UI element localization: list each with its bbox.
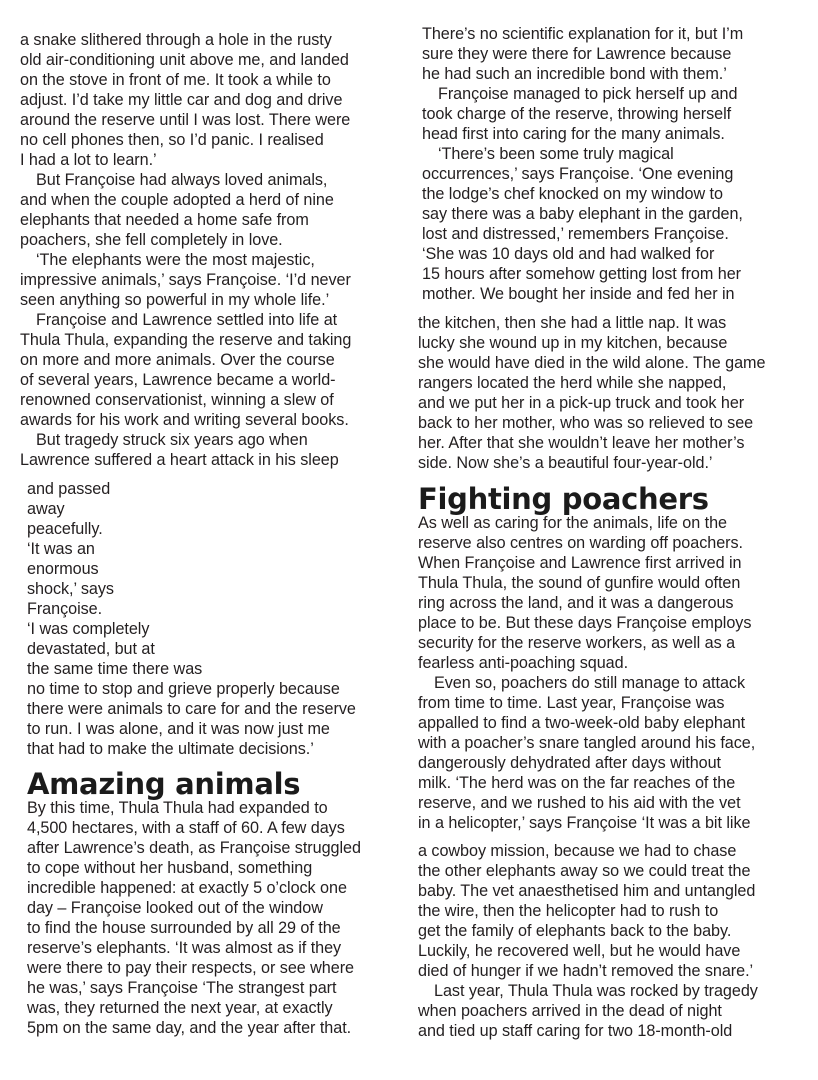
text-line: impressive animals,’ says Françoise. ‘I’d never (20, 271, 351, 289)
text-line: 4,500 hectares, with a staff of 60. A few days (27, 819, 345, 837)
text-line: old air-conditioning unit above me, and landed (20, 51, 349, 69)
text-line: reserve’s elephants. ‘It was almost as if they (27, 939, 342, 957)
text-line: and passed (27, 480, 111, 498)
text-line: seen anything so powerful in my whole life.’ (20, 291, 330, 309)
text-line: ring across the land, and it was a dangerous (418, 594, 734, 612)
text-line: mother. We bought her inside and fed her in (422, 285, 735, 303)
text-line: say there was a baby elephant in the garden, (422, 205, 743, 223)
text-line: to cope without her husband, something (27, 859, 313, 877)
text-line: when poachers arrived in the dead of night (418, 1002, 722, 1020)
text-line: ‘There’s been some truly magical (438, 145, 674, 163)
text-line: occurrences,’ says Françoise. ‘One evening (422, 165, 734, 183)
text-line: adjust. I’d take my little car and dog and drive (20, 91, 343, 109)
section-heading-amazing-animals: Amazing animals (27, 767, 301, 801)
left-text-block-2 (27, 479, 356, 759)
text-line: from time to time. Last year, Françoise was (418, 694, 725, 712)
text-line: 15 hours after somehow getting lost from her (422, 265, 742, 283)
text-line: side. Now she’s a beautiful four-year-old.’ (418, 454, 713, 472)
right-text-block-4 (418, 841, 758, 1041)
text-line: ‘It was an (27, 540, 95, 558)
text-line: lost and distressed,’ remembers Françoise. (422, 225, 729, 243)
text-line: a snake slithered through a hole in the rusty (20, 31, 332, 49)
text-line: around the reserve until I was lost. There were (20, 111, 351, 129)
text-line: no cell phones then, so I’d panic. I realised (20, 131, 324, 149)
text-line: But Françoise had always loved animals, (36, 171, 328, 189)
text-line: head first into caring for the many animals. (422, 125, 725, 143)
text-line: with a poacher’s snare tangled around his face, (418, 734, 756, 752)
text-line: dangerously dehydrated after days without (418, 754, 722, 772)
text-line: Thula Thula, the sound of gunfire would often (418, 574, 741, 592)
text-line: away (27, 500, 65, 518)
text-line: By this time, Thula Thula had expanded to (27, 799, 328, 817)
text-line: But tragedy struck six years ago when (36, 431, 308, 449)
text-line: died of hunger if we hadn’t removed the snare.’ (418, 962, 754, 980)
text-line: on the stove in front of me. It took a while to (20, 71, 331, 89)
text-line: get the family of elephants back to the baby. (418, 922, 732, 940)
text-line: he was,’ says Françoise ‘The strangest part (27, 979, 337, 997)
text-line: security for the reserve workers, as well as a (418, 634, 736, 652)
text-line: lucky she wound up in my kitchen, because (418, 334, 728, 352)
text-line: and when the couple adopted a herd of nine (20, 191, 334, 209)
text-line: the kitchen, then she had a little nap. It was (418, 314, 727, 332)
text-line: Thula Thula, expanding the reserve and taking (20, 331, 352, 349)
right-text-block-2 (418, 313, 765, 473)
text-line: ‘I was completely (27, 620, 150, 638)
text-line: rangers located the herd while she napped, (418, 374, 727, 392)
text-line: awards for his work and writing several books. (20, 411, 349, 429)
text-line: back to her mother, who was so relieved to see (418, 414, 754, 432)
text-line: to run. I was alone, and it was now just me (27, 720, 330, 738)
text-line: There’s no scientific explanation for it, but I’m (422, 25, 744, 43)
text-line: and tied up staff caring for two 18-month-old (418, 1022, 733, 1040)
text-line: enormous (27, 560, 99, 578)
text-line: the lodge’s chef knocked on my window to (422, 185, 723, 203)
text-line: there were animals to care for and the reserve (27, 700, 356, 718)
text-line: renowned conservationist, winning a slew of (20, 391, 334, 409)
text-line: elephants that needed a home safe from (20, 211, 309, 229)
text-line: peacefully. (27, 520, 103, 538)
text-line: incredible happened: at exactly 5 o’clock one (27, 879, 347, 897)
text-line: he had such an incredible bond with them.’ (422, 65, 727, 83)
section-heading-fighting-poachers: Fighting poachers (418, 482, 709, 516)
text-line: the other elephants away so we could treat the (418, 862, 751, 880)
text-line: milk. ‘The herd was on the far reaches of the (418, 774, 736, 792)
text-line: that had to make the ultimate decisions.’ (27, 740, 314, 758)
text-line: baby. The vet anaesthetised him and untangled (418, 882, 756, 900)
text-line: day – Françoise looked out of the window (27, 899, 323, 917)
text-line: to find the house surrounded by all 29 of the (27, 919, 341, 937)
text-line: reserve, and we rushed to his aid with the vet (418, 794, 741, 812)
text-line: took charge of the reserve, throwing herself (422, 105, 732, 123)
text-line: 5pm on the same day, and the year after that. (27, 1019, 352, 1037)
text-line: When Françoise and Lawrence first arrived in (418, 554, 742, 572)
text-line: appalled to find a two-week-old baby elephant (418, 714, 746, 732)
text-line: devastated, but at (27, 640, 155, 658)
text-line: Even so, poachers do still manage to attack (434, 674, 745, 692)
text-line: Françoise and Lawrence settled into life at (36, 311, 338, 329)
text-line: Luckily, he recovered well, but he would have (418, 942, 741, 960)
text-line: no time to stop and grieve properly because (27, 680, 340, 698)
text-line: I had a lot to learn.’ (20, 151, 157, 169)
text-line: Françoise. (27, 600, 103, 618)
text-line: sure they were there for Lawrence because (422, 45, 732, 63)
text-line: after Lawrence’s death, as Françoise struggled (27, 839, 361, 857)
text-line: Last year, Thula Thula was rocked by tragedy (434, 982, 758, 1000)
left-text-block-3 (27, 798, 361, 1038)
text-line: shock,’ says (27, 580, 114, 598)
text-line: As well as caring for the animals, life on the (418, 514, 728, 532)
text-line: was, they returned the next year, at exactly (27, 999, 333, 1017)
text-line: the same time there was (27, 660, 203, 678)
text-line: were there to pay their respects, or see where (27, 959, 355, 977)
text-line: ‘She was 10 days old and had walked for (422, 245, 715, 263)
left-text-block-1 (20, 30, 351, 470)
text-line: in a helicopter,’ says Françoise ‘It was a bit like (418, 814, 751, 832)
right-text-block-1 (422, 24, 743, 304)
text-line: of several years, Lawrence became a world- (20, 371, 336, 389)
text-line: her. After that she wouldn’t leave her mother’s (418, 434, 745, 452)
text-line: ‘The elephants were the most majestic, (36, 251, 315, 269)
text-line: Lawrence suffered a heart attack in his sleep (20, 451, 339, 469)
text-line: Françoise managed to pick herself up and (438, 85, 738, 103)
text-line: on more and more animals. Over the course (20, 351, 335, 369)
text-line: fearless anti-poaching squad. (418, 654, 629, 672)
text-line: reserve also centres on warding off poachers. (418, 534, 743, 552)
text-line: a cowboy mission, because we had to chase (418, 842, 737, 860)
text-line: she would have died in the wild alone. The game (418, 354, 766, 372)
text-line: place to be. But these days Françoise employs (418, 614, 752, 632)
text-line: the wire, then the helicopter had to rush to (418, 902, 719, 920)
text-line: poachers, she fell completely in love. (20, 231, 283, 249)
text-line: and we put her in a pick-up truck and took her (418, 394, 745, 412)
right-text-block-3 (418, 513, 755, 833)
